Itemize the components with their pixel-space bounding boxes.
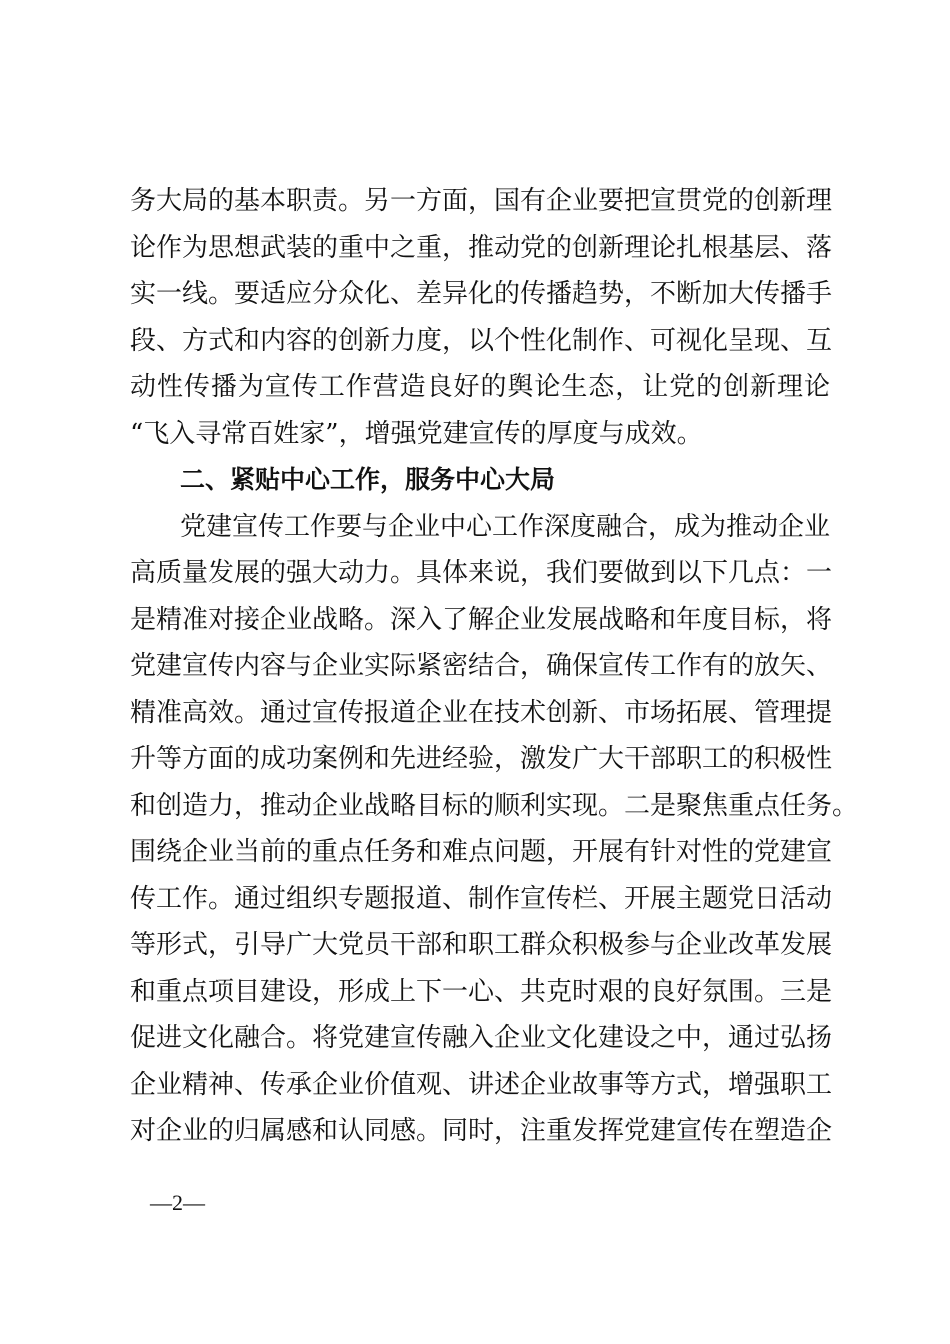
text-line: “飞入寻常百姓家”，增强党建宣传的厚度与成效。 — [130, 418, 703, 449]
text-line: 围绕企业当前的重点任务和难点问题，开展有针对性的党建宣 — [130, 837, 833, 867]
text-line: 论作为思想武装的重中之重，推动党的创新理论扎根基层、落 — [130, 232, 833, 263]
text-line: 升等方面的成功案例和先进经验，激发广大干部职工的积极性 — [130, 744, 833, 774]
text-line: 段、方式和内容的创新力度，以个性化制作、可视化呈现、互 — [130, 325, 833, 356]
text-line: 传工作。通过组织专题报道、制作宣传栏、开展主题党日活动 — [130, 883, 833, 914]
text-line: 和重点项目建设，形成上下一心、共克时艰的良好氛围。三是 — [130, 976, 833, 1007]
text-line: 企业精神、传承企业价值观、讲述企业故事等方式，增强职工 — [130, 1069, 833, 1100]
text-line: 和创造力，推动企业战略目标的顺利实现。二是聚焦重点任务。 — [130, 790, 859, 821]
text-line: 动性传播为宣传工作营造良好的舆论生态，让党的创新理论 — [130, 372, 830, 402]
text-line: 精准高效。通过宣传报道企业在技术创新、市场拓展、管理提 — [130, 697, 833, 728]
text-line: 实一线。要适应分众化、差异化的传播趋势，不断加大传播手 — [130, 279, 833, 309]
section-heading: 二、紧贴中心工作，服务中心大局 — [180, 465, 556, 494]
text-line: 务大局的基本职责。另一方面，国有企业要把宣贯党的创新理 — [130, 186, 833, 216]
text-line: 对企业的归属感和认同感。同时，注重发挥党建宣传在塑造企 — [130, 1116, 833, 1146]
text-line: 高质量发展的强大动力。具体来说，我们要做到以下几点：一 — [130, 558, 833, 588]
text-line: 党建宣传内容与企业实际紧密结合，确保宣传工作有的放矢、 — [130, 651, 833, 681]
text-line: 促进文化融合。将党建宣传融入企业文化建设之中，通过弘扬 — [130, 1023, 833, 1053]
body-text — [130, 178, 859, 1155]
text-line: 等形式，引导广大党员干部和职工群众积极参与企业改革发展 — [130, 930, 833, 960]
text-line: 是精准对接企业战略。深入了解企业发展战略和年度目标，将 — [130, 604, 833, 635]
page-number: —2— — [150, 1190, 205, 1215]
text-line: 党建宣传工作要与企业中心工作深度融合，成为推动企业 — [180, 511, 831, 542]
